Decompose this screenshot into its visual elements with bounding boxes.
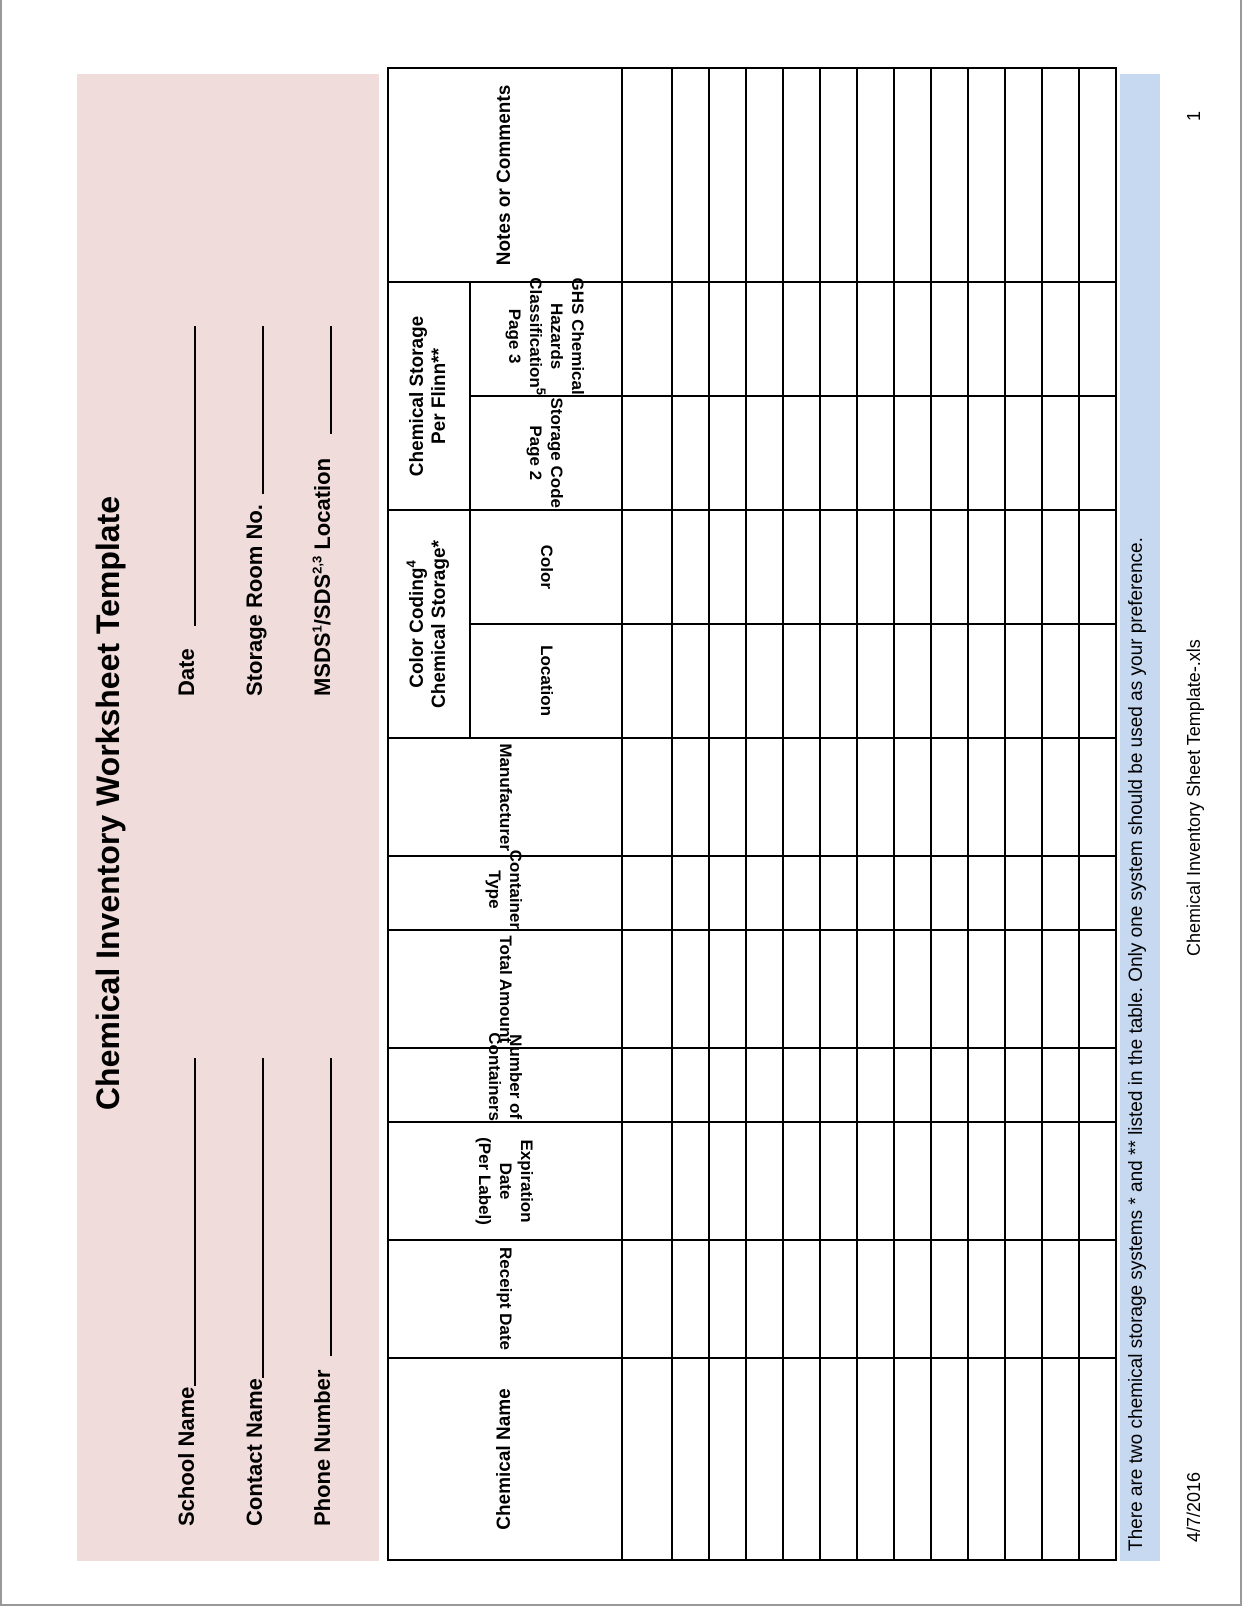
table-row [1042, 68, 1079, 1560]
header-chemical-name: Chemical Name [388, 1358, 622, 1560]
table-cell[interactable] [820, 68, 857, 282]
table-cell[interactable] [931, 510, 968, 624]
header-color-coding: Color Coding$^4$ Chemical Storage* [388, 510, 470, 738]
school-name-label: School Name [174, 1386, 199, 1526]
table-cell[interactable] [931, 396, 968, 510]
table-cell[interactable] [746, 282, 783, 396]
landscape-sheet [2, 0, 1242, 1606]
table-cell[interactable] [1079, 68, 1116, 282]
table-row [968, 68, 1005, 1560]
table-cell[interactable] [1005, 282, 1042, 396]
table-row [622, 68, 672, 1560]
table-cell[interactable] [1005, 738, 1042, 856]
table-cell[interactable] [1005, 1122, 1042, 1240]
table-cell[interactable] [672, 68, 709, 282]
footer-filename: Chemical Inventory Sheet Template-.xls [1184, 639, 1204, 956]
table-cell[interactable] [894, 624, 931, 738]
header-receipt-date: Receipt Date [388, 1240, 622, 1358]
storage-room-label: Storage Room No. [242, 504, 267, 696]
table-cell[interactable] [1079, 738, 1116, 856]
table-cell[interactable] [672, 396, 709, 510]
table-cell[interactable] [968, 396, 1005, 510]
table-cell[interactable] [820, 1048, 857, 1122]
table-cell[interactable] [672, 624, 709, 738]
table-cell[interactable] [894, 510, 931, 624]
header-expiration-date: Expiration Date (Per Label) [388, 1122, 622, 1240]
table-row [783, 68, 820, 1560]
table-cell[interactable] [931, 1358, 968, 1560]
table-cell[interactable] [1079, 510, 1116, 624]
storage-room-field[interactable] [262, 326, 264, 494]
table-cell[interactable] [746, 930, 783, 1048]
header-color: Color [470, 510, 622, 624]
table-cell[interactable] [820, 510, 857, 624]
contact-name-field[interactable] [262, 1058, 264, 1378]
table-cell[interactable] [672, 930, 709, 1048]
table-cell[interactable] [820, 624, 857, 738]
table-cell[interactable] [968, 856, 1005, 930]
table-cell[interactable] [894, 930, 931, 1048]
header-location: Location [470, 624, 622, 738]
table-cell[interactable] [1079, 930, 1116, 1048]
table-cell[interactable] [968, 738, 1005, 856]
table-cell[interactable] [1005, 1358, 1042, 1560]
table-cell[interactable] [857, 1358, 894, 1560]
table-row [709, 68, 746, 1560]
inventory-table [387, 67, 1117, 1561]
table-cell[interactable] [1079, 624, 1116, 738]
table-cell[interactable] [783, 1122, 820, 1240]
table-cell[interactable] [968, 1048, 1005, 1122]
table-cell[interactable] [968, 1358, 1005, 1560]
table-cell[interactable] [894, 396, 931, 510]
table-cell[interactable] [931, 68, 968, 282]
table-cell[interactable] [672, 1122, 709, 1240]
table-cell[interactable] [783, 1048, 820, 1122]
header-manufacturer: Manufacturer [388, 738, 622, 856]
table-cell[interactable] [622, 396, 672, 510]
table-cell[interactable] [1042, 738, 1079, 856]
table-cell[interactable] [1042, 624, 1079, 738]
table-cell[interactable] [968, 930, 1005, 1048]
table-cell[interactable] [709, 930, 746, 1048]
table-cell[interactable] [709, 624, 746, 738]
table-cell[interactable] [746, 68, 783, 282]
header-ghs-classification: GHS Chemical Hazards Classification$^5$ Page 3 [470, 282, 622, 396]
table-cell[interactable] [857, 624, 894, 738]
table-cell[interactable] [931, 624, 968, 738]
school-name-field[interactable] [194, 1058, 196, 1386]
footer-date: 4/7/2016 [1184, 1471, 1204, 1542]
table-cell[interactable] [783, 396, 820, 510]
table-cell[interactable] [622, 68, 672, 282]
table-cell[interactable] [709, 510, 746, 624]
table-cell[interactable] [1079, 1122, 1116, 1240]
table-cell[interactable] [820, 856, 857, 930]
table-cell[interactable] [746, 856, 783, 930]
table-row [672, 68, 709, 1560]
table-cell[interactable] [1005, 856, 1042, 930]
table-cell[interactable] [783, 930, 820, 1048]
table-cell[interactable] [857, 510, 894, 624]
table-cell[interactable] [894, 738, 931, 856]
table-cell[interactable] [1005, 1048, 1042, 1122]
table-cell[interactable] [1005, 510, 1042, 624]
table-cell[interactable] [709, 738, 746, 856]
table-cell[interactable] [820, 738, 857, 856]
contact-name-label: Contact Name [242, 1378, 267, 1526]
table-cell[interactable] [622, 930, 672, 1048]
table-cell[interactable] [672, 1358, 709, 1560]
table-cell[interactable] [1042, 1358, 1079, 1560]
table-cell[interactable] [894, 282, 931, 396]
table-cell[interactable] [1042, 68, 1079, 282]
header-container-type: Container Type [388, 856, 622, 930]
table-cell[interactable] [1079, 856, 1116, 930]
table-cell[interactable] [709, 1122, 746, 1240]
table-cell[interactable] [820, 1240, 857, 1358]
table-cell[interactable] [820, 1122, 857, 1240]
table-cell[interactable] [709, 1358, 746, 1560]
table-cell[interactable] [894, 1048, 931, 1122]
inventory-rows [622, 68, 1116, 1560]
table-cell[interactable] [931, 856, 968, 930]
table-cell[interactable] [857, 856, 894, 930]
msds-location-field[interactable] [330, 326, 332, 434]
page-title: Chemical Inventory Worksheet Template [90, 495, 126, 1111]
table-cell[interactable] [820, 1358, 857, 1560]
table-cell[interactable] [931, 930, 968, 1048]
table-cell[interactable] [820, 396, 857, 510]
table-cell[interactable] [622, 738, 672, 856]
table-cell[interactable] [622, 510, 672, 624]
phone-number-field[interactable] [330, 1058, 332, 1356]
table-cell[interactable] [1079, 396, 1116, 510]
date-label: Date [174, 648, 199, 696]
table-cell[interactable] [746, 510, 783, 624]
table-cell[interactable] [1042, 1122, 1079, 1240]
table-cell[interactable] [783, 1240, 820, 1358]
table-cell[interactable] [709, 396, 746, 510]
header-number-of-containers: Number of Containers [388, 1048, 622, 1122]
table-cell[interactable] [1042, 282, 1079, 396]
table-cell[interactable] [709, 1240, 746, 1358]
header-total-amount: Total Amount [388, 930, 622, 1048]
table-cell[interactable] [820, 930, 857, 1048]
table-cell[interactable] [746, 1048, 783, 1122]
table-cell[interactable] [857, 68, 894, 282]
table-cell[interactable] [857, 738, 894, 856]
table-cell[interactable] [857, 396, 894, 510]
table-cell[interactable] [709, 282, 746, 396]
table-cell[interactable] [622, 1240, 672, 1358]
table-cell[interactable] [783, 510, 820, 624]
table-cell[interactable] [931, 1240, 968, 1358]
table-cell[interactable] [1042, 1240, 1079, 1358]
table-cell[interactable] [857, 1048, 894, 1122]
table-row [1005, 68, 1042, 1560]
table-cell[interactable] [1079, 1240, 1116, 1358]
table-cell[interactable] [931, 738, 968, 856]
table-cell[interactable] [857, 282, 894, 396]
table-cell[interactable] [1079, 1048, 1116, 1122]
table-cell[interactable] [672, 1048, 709, 1122]
header-storage-code: Storage Code Page 2 [470, 396, 622, 510]
date-field[interactable] [194, 326, 196, 626]
table-cell[interactable] [709, 856, 746, 930]
table-cell[interactable] [1005, 396, 1042, 510]
table-cell[interactable] [1005, 68, 1042, 282]
footer-page-number: 1 [1184, 110, 1204, 121]
table-cell[interactable] [968, 510, 1005, 624]
table-cell[interactable] [857, 1240, 894, 1358]
table-cell[interactable] [709, 68, 746, 282]
table-cell[interactable] [894, 1358, 931, 1560]
table-cell[interactable] [894, 68, 931, 282]
table-cell[interactable] [746, 1240, 783, 1358]
table-cell[interactable] [968, 1240, 1005, 1358]
table-row [746, 68, 783, 1560]
table-cell[interactable] [783, 856, 820, 930]
table-cell[interactable] [622, 624, 672, 738]
table-cell[interactable] [746, 1122, 783, 1240]
table-cell[interactable] [820, 282, 857, 396]
table-row [857, 68, 894, 1560]
table-cell[interactable] [968, 68, 1005, 282]
table-cell[interactable] [968, 624, 1005, 738]
table-cell[interactable] [931, 282, 968, 396]
table-cell[interactable] [1005, 930, 1042, 1048]
phone-number-label: Phone Number [310, 1369, 335, 1526]
table-cell[interactable] [783, 738, 820, 856]
table-cell[interactable] [931, 1122, 968, 1240]
table-cell[interactable] [746, 624, 783, 738]
header-notes: Notes or Comments [388, 68, 622, 282]
table-cell[interactable] [1005, 1240, 1042, 1358]
table-cell[interactable] [746, 396, 783, 510]
table-cell[interactable] [894, 856, 931, 930]
table-cell[interactable] [857, 1122, 894, 1240]
table-cell[interactable] [746, 1358, 783, 1560]
table-cell[interactable] [672, 856, 709, 930]
table-cell[interactable] [968, 1122, 1005, 1240]
table-cell[interactable] [783, 68, 820, 282]
table-cell[interactable] [672, 1240, 709, 1358]
table-row [820, 68, 857, 1560]
table-cell[interactable] [622, 1122, 672, 1240]
table-cell[interactable] [783, 282, 820, 396]
table-cell[interactable] [894, 1122, 931, 1240]
table-row [894, 68, 931, 1560]
table-cell[interactable] [622, 282, 672, 396]
table-cell[interactable] [672, 738, 709, 856]
table-cell[interactable] [857, 930, 894, 1048]
table-cell[interactable] [1079, 1358, 1116, 1560]
table-cell[interactable] [746, 738, 783, 856]
table-cell[interactable] [894, 1240, 931, 1358]
table-cell[interactable] [783, 624, 820, 738]
table-row [931, 68, 968, 1560]
table-cell[interactable] [622, 856, 672, 930]
table-cell[interactable] [672, 510, 709, 624]
table-cell[interactable] [672, 282, 709, 396]
table-cell[interactable] [931, 1048, 968, 1122]
table-cell[interactable] [709, 1048, 746, 1122]
table-cell[interactable] [1042, 1048, 1079, 1122]
table-cell[interactable] [1042, 856, 1079, 930]
table-cell[interactable] [622, 1048, 672, 1122]
storage-note: There are two chemical storage systems * and ** listed in the table. Only one system should be used as your preference. [1126, 537, 1147, 1551]
table-cell[interactable] [1079, 282, 1116, 396]
table-cell[interactable] [622, 1358, 672, 1560]
table-cell[interactable] [1042, 930, 1079, 1048]
table-row [1079, 68, 1116, 1560]
table-cell[interactable] [968, 282, 1005, 396]
table-cell[interactable] [783, 1358, 820, 1560]
table-cell[interactable] [1042, 510, 1079, 624]
msds-location-label: MSDS$^1$/SDS$^{2,3}$ Location [309, 457, 335, 696]
table-cell[interactable] [1042, 396, 1079, 510]
header-flinn-storage: Chemical Storage Per Flinn** [388, 282, 470, 510]
table-cell[interactable] [1005, 624, 1042, 738]
